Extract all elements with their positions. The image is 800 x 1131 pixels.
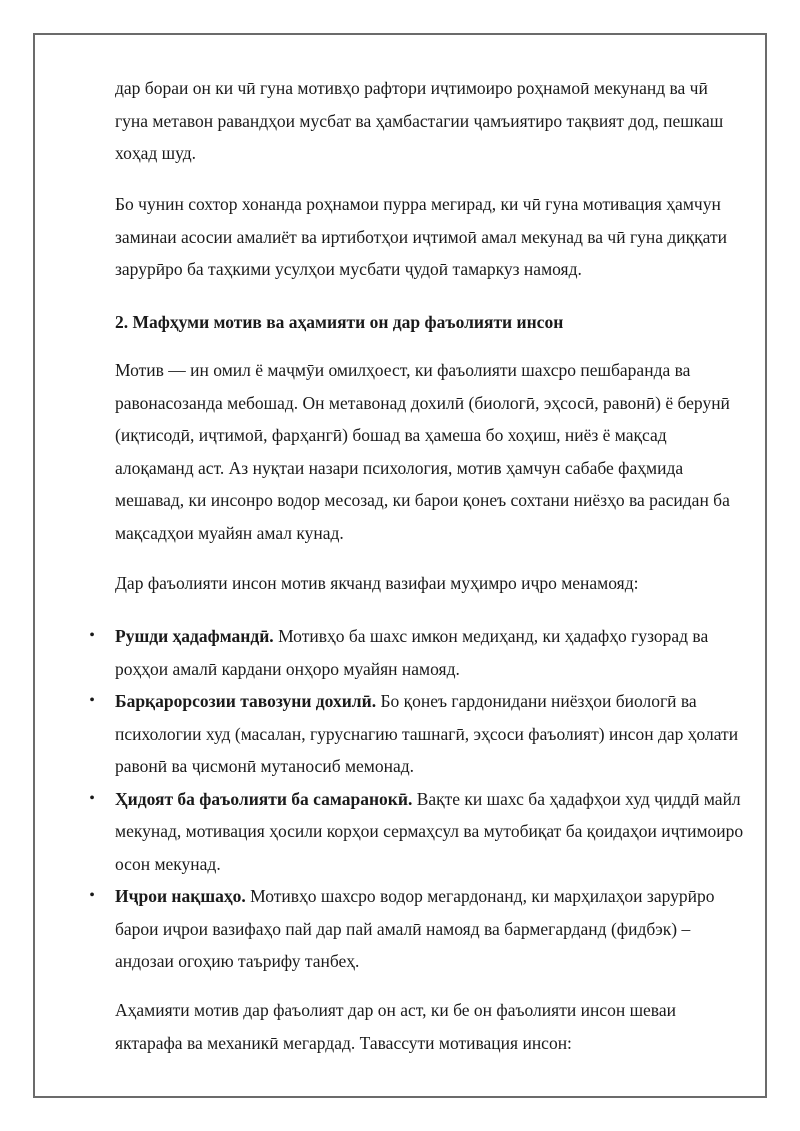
list-item [85,783,745,881]
paragraph: Мотив — ин омил ё маҷмӯи омилҳоест, ки фаъолияти шахсро пешбаранда ва равонасозанда мебошад. Он метавонад дохилӣ (биологӣ, эҳсосӣ, равонӣ) ё берунӣ (иқтисодӣ, иҷтимоӣ, фарҳангӣ) бошад ва ҳамеша бо хоҳиш, ниёз ё мақсад алоқаманд аст. Аз нуқтаи назари психология, мотив ҳамчун сабабе фаҳмида мешавад, ки инсонро водор месозад, ки барои қонеъ сохтани ниёзҳо ва расидан ба мақсадҳои муайян амал кунад. [115,360,730,543]
bullet-icon: • [89,692,95,709]
paragraph: Дар фаъолияти инсон мотив якчанд вазифаи муҳимро иҷро менамояд: [115,573,639,593]
list-item-text: Вақте ки шахс ба ҳадафҳои худ ҷиддӣ майл мекунад, мотивация ҳосили корҳои сермаҳсул ва мутобиқат ба қоидаҳои иҷтимоиро осон мекунад. [115,788,744,874]
list-item [85,880,745,978]
list-item-title: Ҳидоят ба фаъолияти ба самаранокӣ. [115,788,413,809]
bullet-list [85,620,745,978]
list-item-text: Бо қонеъ гардонидани ниёзҳои биологӣ ва психологии худ (масалан, гуруснагию ташнагӣ, эҳсоси фаъолият) инсон дар ҳолати равонӣ ва ҷисмонӣ мутаносиб мемонад. [115,691,739,776]
list-item [85,685,745,783]
list-item-text: Мотивҳо ба шахс имкон медиҳанд, ки ҳадафҳо гузорад ва роҳҳои амалӣ кардани онҳоро муайян намояд. [115,626,709,679]
list-item [85,620,745,685]
paragraph: Бо чунин сохтор хонанда роҳнамои пурра мегирад, ки чӣ гуна мотивация ҳамчун заминаи асосии амалиёт ва иртиботҳои иҷтимоӣ амал мекунад ва чӣ гуна диққати зарурӣро ба таҳкими усулҳои мусбати ҷудоӣ тамаркуз намояд. [115,194,728,279]
section-heading: 2. Мафҳуми мотив ва аҳамияти он дар фаъолияти инсон [115,312,564,332]
list-item-title: Иҷрои нақшаҳо. [115,886,246,906]
list-item-title: Барқарорсозии тавозуни дохилӣ. [115,691,377,711]
list-item-text: Мотивҳо шахсро водор мегардонанд, ки марҳилаҳои зарурӣро барои иҷрои вазифаҳо пай дар пай амалӣ намояд ва бармегарданд (фидбэк) – андозаи огоҳию таърифу танбеҳ. [115,886,715,971]
paragraph: дар бораи он ки чӣ гуна мотивҳо рафтори иҷтимоиро роҳнамоӣ мекунанд ва чӣ гуна метавон равандҳои мусбат ва ҳамбастагии ҷамъиятиро тақвият дод, пешкаш хоҳад шуд. [115,78,724,163]
paragraph: Аҳамияти мотив дар фаъолият дар он аст, ки бе он фаъолияти инсон шеваи яктарафа ва механикӣ мегардад. Тавассути мотивация инсон: [115,1000,676,1053]
bullet-icon: • [89,627,95,644]
bullet-icon: • [89,887,95,904]
bullet-icon: • [89,789,95,807]
list-item-title: Рушди ҳадафмандӣ. [115,626,274,646]
